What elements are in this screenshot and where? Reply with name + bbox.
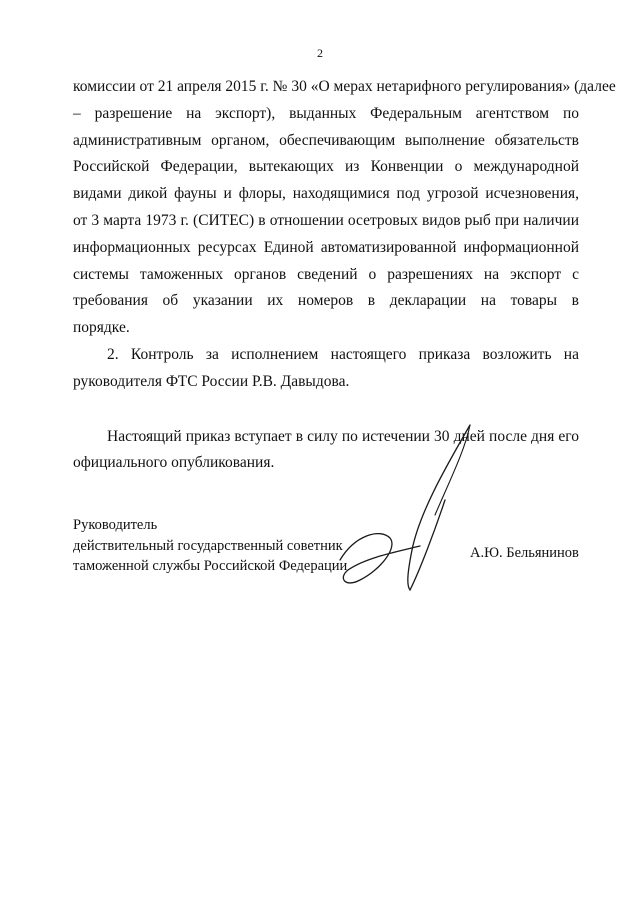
text-line: порядке. <box>73 319 130 337</box>
page-number: 2 <box>317 46 323 60</box>
signature-title-line: таможенной службы Российской Федерации <box>73 558 348 574</box>
document-body <box>73 74 616 477</box>
handwritten-signature <box>320 420 490 605</box>
signature-title-line: действительный государственный советник <box>73 537 343 554</box>
text-line: Настоящий приказ вступает в силу по истечении 30 дней после дня его <box>107 427 579 445</box>
text-line: информационных ресурсах Единой автоматизированной информационной <box>73 238 579 256</box>
text-line: требования об указании их номеров в декларации на товары в <box>73 292 579 310</box>
text-line: руководителя ФТС России Р.В. Давыдова. <box>73 372 350 390</box>
text-line: – разрешение на экспорт), выданных Федеральным агентством по <box>73 104 579 122</box>
text-line: от 3 марта 1973 г. (СИТЕС) в отношении осетровых видов рыб при наличии <box>73 211 579 229</box>
text-line: комиссии от 21 апреля 2015 г. № 30 «О мерах нетарифного регулирования» (далее <box>73 78 616 95</box>
text-line: Российской Федерации, вытекающих из Конвенции о международной <box>73 158 579 176</box>
text-line: видами дикой фауны и флоры, находящимися под угрозой исчезновения, <box>73 185 579 203</box>
text-line: административным органом, обеспечивающим выполнение обязательств <box>73 131 579 149</box>
text-line: системы таможенных органов сведений о разрешениях на экспорт с <box>73 265 579 283</box>
text-line: 2. Контроль за исполнением настоящего приказа возложить на <box>107 345 579 363</box>
signatory-name: А.Ю. Бельянинов <box>470 545 579 561</box>
text-line: официального опубликования. <box>73 454 275 472</box>
signature-title-line: Руководитель <box>73 517 158 533</box>
